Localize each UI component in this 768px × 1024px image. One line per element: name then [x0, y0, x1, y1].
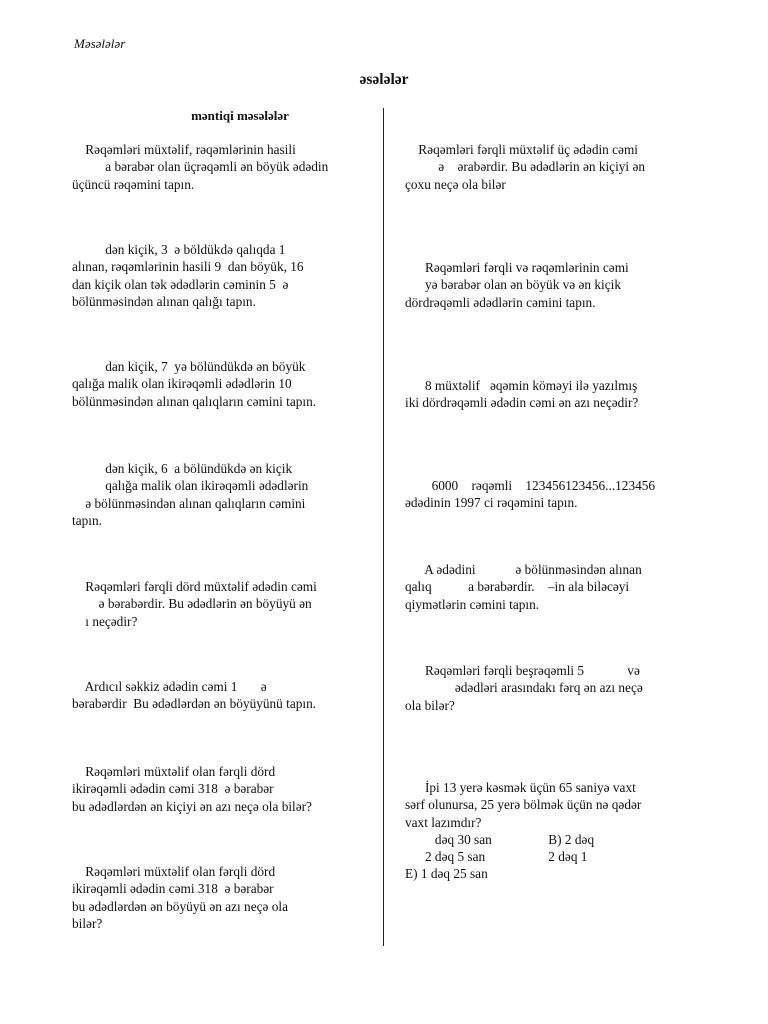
column-divider: [383, 108, 384, 946]
left-problem-5: Rəqəmləri fərqli dörd müxtəlif ədədin cəmi ə bərabərdir. Bu ədədlərin ən böyüyü ən ı neçədir?: [85, 579, 317, 629]
right-problem-7: İpi 13 yerə kəsmək üçün 65 saniyə vaxt sərf olunursa, 25 yerə bölmək üçün nə qədər vaxt lazımdır? dəq 30 san B) 2 dəq 2 dəq 5 san 2 dəq 1 E) 1 dəq 25 san: [405, 780, 642, 882]
right-problem-6: Rəqəmləri fərqli beşrəqəmli 5 və ədədləri arasındakı fərq ən azı neçə ola bilər?: [405, 663, 643, 713]
running-header: Məsələlər: [74, 36, 126, 51]
right-problem-1: Rəqəmləri fərqli müxtəlif üç ədədin cəmi ə ərabərdir. Bu ədədlərin ən kiçiyi ən çoxu neçə ola bilər: [405, 142, 645, 192]
left-column-subtitle: məntiqi məsələlər: [191, 108, 289, 123]
left-problem-7: Rəqəmləri müxtəlif olan fərqli dörd ikirəqəmli ədədin cəmi 318 ə bərabər bu ədədlərdən ən kiçiyi ən azı neçə ola bilər?: [72, 764, 312, 814]
right-problem-2: Rəqəmləri fərqli və rəqəmlərinin cəmi yə bərabər olan ən böyük və ən kiçik dördrəqəmli ədədlərin cəmini tapın.: [405, 260, 629, 310]
left-problem-3: dan kiçik, 7 yə bölündükdə ən böyük qalığa malik olan ikirəqəmli ədədlərin 10 bölünməsindən alınan qalıqların cəmini tapın.: [72, 359, 317, 409]
left-problem-1: Rəqəmləri müxtəlif, rəqəmlərinin hasili a bərabər olan üçrəqəmli ən böyük ədədin üçüncü rəqəmini tapın.: [72, 142, 329, 192]
left-problem-6: Ardıcıl səkkiz ədədin cəmi 1 ə bərabərdir Bu ədədlərdən ən böyüyünü tapın.: [72, 679, 317, 712]
right-problem-5: A ədədini ə bölünməsindən alınan qalıq a bərabərdir. –in ala biləcəyi qiymətlərin cəmini tapın.: [405, 562, 642, 612]
left-problem-2: dən kiçik, 3 ə böldükdə qalıqda 1 alınan, rəqəmlərinin hasili 9 dan böyük, 16 dan kiçik olan tək ədədlərin cəminin 5 ə bölünməsindən alınan qalığı tapın.: [72, 242, 304, 309]
right-problem-3: 8 müxtəlif əqəmin köməyi ilə yazılmış iki dördrəqəmli ədədin cəmi ən azı neçədir?: [405, 378, 639, 411]
left-problem-8: Rəqəmləri müxtəlif olan fərqli dörd ikirəqəmli ədədin cəmi 318 ə bərabər bu ədədlərdən ən böyüyü ən azı neçə ola bilər?: [72, 864, 288, 931]
page-title: əsələlər: [359, 71, 409, 88]
right-problem-4: 6000 rəqəmli 123456123456...123456 ədədinin 1997 ci rəqəmini tapın.: [405, 478, 656, 511]
left-problem-4: dən kiçik, 6 a bölündükdə ən kiçik qalığa malik olan ikirəqəmli ədədlərin ə bölünməsindən alınan qalıqların cəmini tapın.: [72, 461, 309, 528]
